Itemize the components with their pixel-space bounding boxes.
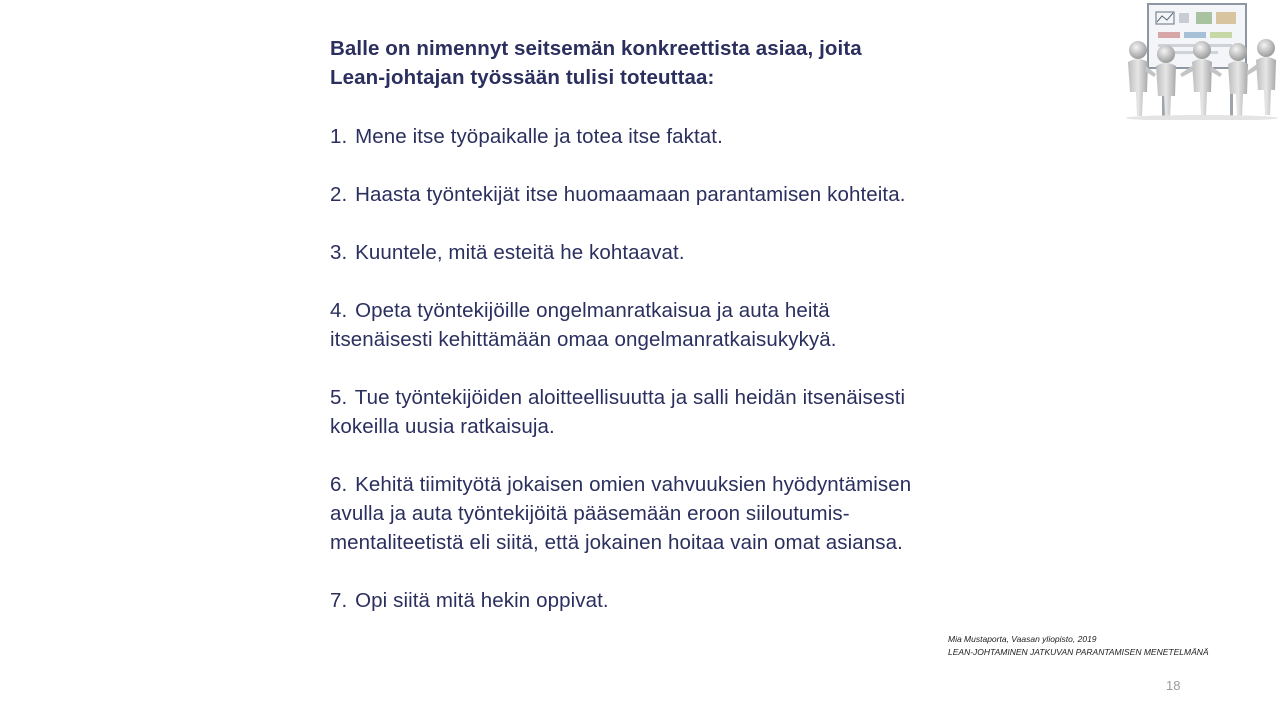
list-text: Haasta työntekijät itse huomaamaan parantamisen kohteita.: [355, 183, 906, 206]
list-number: 4.: [330, 299, 348, 322]
heading-line-2: Lean-johtajan työssään tulisi toteuttaa:: [330, 66, 715, 89]
list-text: Kehitä tiimityötä jokaisen omien vahvuuksien hyödyntämisen: [355, 473, 912, 496]
list-text: Opi siitä mitä hekin oppivat.: [355, 589, 609, 612]
list-number: 1.: [330, 125, 348, 148]
list-item-4: [330, 296, 970, 354]
list-text: Kuuntele, mitä esteitä he kohtaavat.: [355, 241, 685, 264]
list-item-6: [330, 470, 970, 557]
list-text: Opeta työntekijöille ongelmanratkaisua ja auta heitä: [355, 299, 830, 322]
list-text-continued: itsenäisesti kehittämään omaa ongelmanratkaisukykyä.: [330, 328, 837, 351]
list-item-3: [330, 238, 970, 267]
team-whiteboard-illustration-icon: [1122, 0, 1280, 120]
list-number: 3.: [330, 241, 348, 264]
list-number: 7.: [330, 589, 348, 612]
list-item-5: [330, 383, 970, 441]
list-item-1: [330, 122, 970, 151]
page-number: 18: [1166, 678, 1181, 693]
list-number: 2.: [330, 183, 348, 206]
source-citation: [948, 633, 1268, 659]
list-text-continued: kokeilla uusia ratkaisuja.: [330, 415, 555, 438]
list-number: 5.: [330, 386, 348, 409]
list-item-2: [330, 180, 970, 209]
list-item-7: [330, 586, 970, 615]
list-text-continued: mentaliteetistä eli siitä, että jokainen hoitaa vain omat asiansa.: [330, 531, 903, 554]
list-number: 6.: [330, 473, 348, 496]
list-text-continued: avulla ja auta työntekijöitä pääsemään eroon siiloutumis-: [330, 502, 850, 525]
slide-heading: [330, 34, 970, 92]
list-text: Tue työntekijöiden aloitteellisuutta ja salli heidän itsenäisesti: [354, 386, 906, 409]
list-text: Mene itse työpaikalle ja totea itse faktat.: [355, 125, 723, 148]
heading-line-1: Balle on nimennyt seitsemän konkreettista asiaa, joita: [330, 37, 862, 60]
source-title: LEAN-JOHTAMINEN JATKUVAN PARANTAMISEN MENETELMÄNÄ: [948, 647, 1209, 657]
slide-content: [330, 34, 970, 615]
source-author: Mia Mustaporta, Vaasan yliopisto, 2019: [948, 634, 1097, 644]
